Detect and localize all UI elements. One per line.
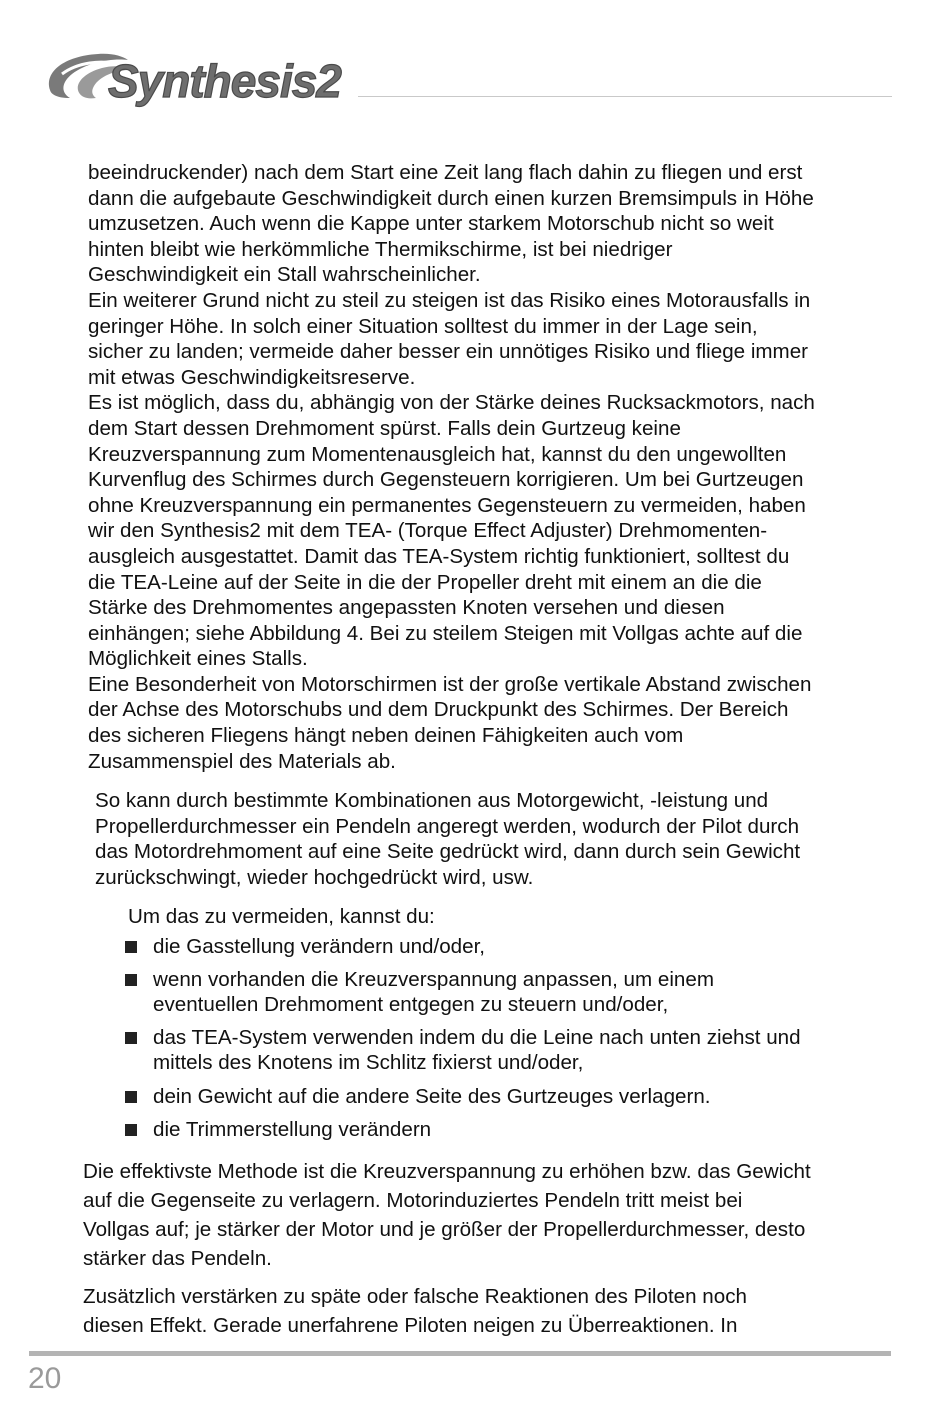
text-line: auf die Gegenseite zu verlagern. Motorinduziertes Pendeln tritt meist bei bbox=[83, 1189, 743, 1212]
text-line: einhängen; siehe Abbildung 4. Bei zu steilem Steigen mit Vollgas achte auf die bbox=[88, 621, 803, 645]
list-item-text: wenn vorhanden die Kreuzverspannung anpassen, um einem bbox=[153, 967, 714, 991]
list-item-text: mittels des Knotens im Schlitz fixierst und/oder, bbox=[153, 1051, 584, 1075]
text-line: Kurvenflug des Schirmes durch Gegensteuern korrigieren. Um bei Gurtzeugen bbox=[88, 468, 804, 492]
square-bullet-icon bbox=[125, 1032, 137, 1044]
text-line: sicher zu landen; vermeide daher besser ein unnötiges Risiko und fliege immer bbox=[88, 340, 809, 364]
text-line: Kreuzverspannung zum Momentenausgleich hat, kannst du den ungewollten bbox=[88, 442, 787, 466]
text-line: stärker das Pendeln. bbox=[83, 1247, 272, 1270]
list-item bbox=[125, 967, 895, 1018]
text-line: der Achse des Motorschubs und dem Druckpunkt des Schirmes. Der Bereich bbox=[88, 698, 789, 722]
text-line: umzusetzen. Auch wenn die Kappe unter starkem Motorschub nicht so weit bbox=[88, 212, 774, 236]
list-item bbox=[125, 1117, 895, 1143]
body-paragraph-4 bbox=[83, 1282, 903, 1340]
text-line: Zusammenspiel des Materials ab. bbox=[88, 749, 396, 773]
square-bullet-icon bbox=[125, 974, 137, 986]
text-line: Stärke des Drehmomentes angepassten Knoten versehen und diesen bbox=[88, 596, 725, 620]
square-bullet-icon bbox=[125, 1091, 137, 1103]
body-paragraph-1 bbox=[88, 160, 908, 774]
list-item bbox=[125, 1084, 895, 1110]
text-line: zurückschwingt, wieder hochgedrückt wird, usw. bbox=[95, 865, 534, 889]
text-line: diesen Effekt. Gerade unerfahrene Piloten neigen zu Überreaktionen. In bbox=[83, 1314, 738, 1337]
text-line: dem Start dessen Drehmoment spürst. Falls dein Gurtzeug keine bbox=[88, 416, 681, 440]
body-paragraph-3 bbox=[83, 1157, 903, 1273]
text-line: Geschwindigkeit ein Stall wahrscheinlicher. bbox=[88, 263, 481, 287]
page-header bbox=[0, 0, 950, 130]
text-line: So kann durch bestimmte Kombinationen aus Motorgewicht, -leistung und bbox=[95, 789, 769, 812]
logo-text: Synthesis2 bbox=[108, 55, 341, 107]
text-line: geringer Höhe. In solch einer Situation solltest du immer in der Lage sein, bbox=[88, 314, 758, 338]
text-line: Die effektivste Methode ist die Kreuzverspannung zu erhöhen bzw. das Gewicht bbox=[83, 1160, 811, 1183]
text-line: hinten bleibt wie herkömmliche Thermikschirme, ist bei niedriger bbox=[88, 237, 673, 261]
list-item bbox=[125, 934, 895, 960]
list-item-text: dein Gewicht auf die andere Seite des Gurtzeuges verlagern. bbox=[153, 1084, 711, 1108]
footer-bar bbox=[29, 1351, 891, 1356]
text-line: Ein weiterer Grund nicht zu steil zu steigen ist das Risiko eines Motorausfalls in bbox=[88, 288, 811, 312]
text-line: Eine Besonderheit von Motorschirmen ist der große vertikale Abstand zwischen bbox=[88, 672, 812, 696]
text-line: Möglichkeit eines Stalls. bbox=[88, 647, 308, 671]
body-paragraph-2 bbox=[95, 788, 895, 890]
text-line: ausgleich ausgestattet. Damit das TEA-System richtig funktioniert, solltest du bbox=[88, 544, 790, 568]
text-line: Propellerdurchmesser ein Pendeln angeregt werden, wodurch der Pilot durch bbox=[95, 814, 800, 838]
square-bullet-icon bbox=[125, 941, 137, 953]
bullet-list bbox=[125, 934, 895, 1142]
header-rule bbox=[358, 96, 892, 97]
list-item-text: eventuellen Drehmoment entgegen zu steuern und/oder, bbox=[153, 993, 669, 1017]
page-number: 20 bbox=[28, 1362, 62, 1395]
list-item-text: das TEA-System verwenden indem du die Leine nach unten ziehst und bbox=[153, 1025, 801, 1049]
list-item-text: die Trimmerstellung verändern bbox=[153, 1117, 432, 1141]
text-line: die TEA-Leine auf der Seite in die der Propeller dreht mit einem an die die bbox=[88, 570, 762, 594]
synthesis2-logo bbox=[42, 44, 358, 110]
list-item bbox=[125, 1025, 895, 1076]
text-line: Zusätzlich verstärken zu späte oder falsche Reaktionen des Piloten noch bbox=[83, 1285, 747, 1308]
text-line: mit etwas Geschwindigkeitsreserve. bbox=[88, 365, 416, 389]
text-line: Vollgas auf; je stärker der Motor und je größer der Propellerdurchmesser, desto bbox=[83, 1218, 806, 1241]
square-bullet-icon bbox=[125, 1124, 137, 1136]
text-line: wir den Synthesis2 mit dem TEA- (Torque Effect Adjuster) Drehmomenten- bbox=[88, 519, 768, 543]
list-item-text: die Gasstellung verändern und/oder, bbox=[153, 935, 486, 958]
text-line: Es ist möglich, dass du, abhängig von der Stärke deines Rucksackmotors, nach bbox=[88, 391, 815, 415]
text-line: dann die aufgebaute Geschwindigkeit durch einen kurzen Bremsimpuls in Höhe bbox=[88, 186, 814, 210]
text-line: das Motordrehmoment auf eine Seite gedrückt wird, dann durch sein Gewicht bbox=[95, 840, 801, 864]
text-line: ohne Kreuzverspannung ein permanentes Gegensteuern zu vermeiden, haben bbox=[88, 493, 806, 517]
text-line: beeindruckender) nach dem Start eine Zeit lang flach dahin zu fliegen und erst bbox=[88, 161, 803, 184]
text-line: des sicheren Fliegens hängt neben deinen Fähigkeiten auch vom bbox=[88, 724, 684, 748]
list-intro: Um das zu vermeiden, kannst du: bbox=[128, 905, 435, 928]
